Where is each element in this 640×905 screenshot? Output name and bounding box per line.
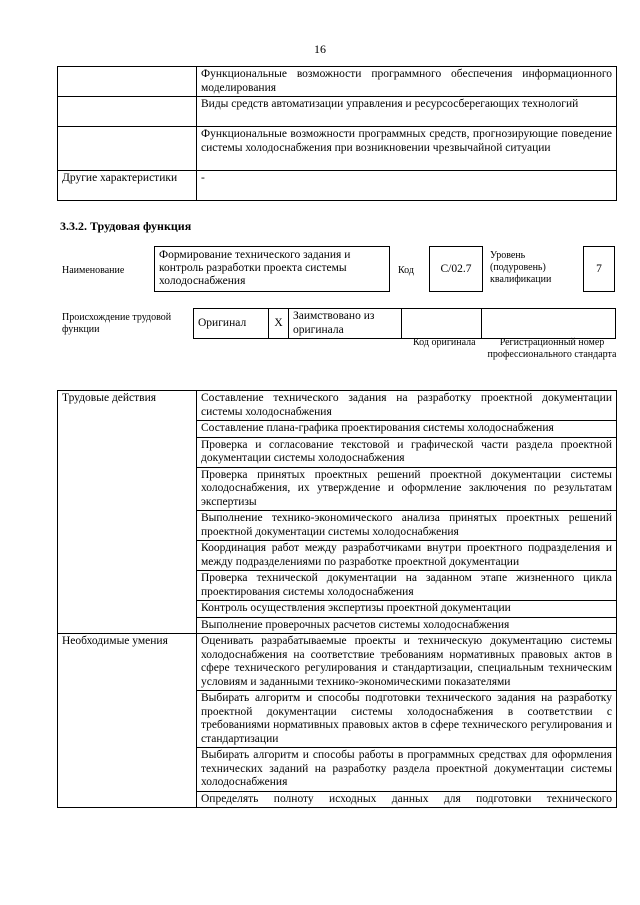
table-cell: Составление плана-графика проектирования системы холодоснабжения xyxy=(197,421,617,438)
table-cell: Определять полноту исходных данных для подготовки технического xyxy=(197,791,617,808)
table-row xyxy=(58,634,617,691)
main-table xyxy=(57,390,617,808)
function-name-box: Формирование технического задания и контроль разработки проекта системы холодоснабжения xyxy=(154,246,390,292)
code-label: Код xyxy=(398,265,414,276)
section-title: 3.3.2. Трудовая функция xyxy=(60,219,192,233)
table-row xyxy=(58,391,617,421)
name-label: Наименование xyxy=(62,265,125,276)
table-cell: Выполнение технико-экономического анализа принятых проектных решений проектной документации системы холодоснабжения xyxy=(197,511,617,541)
origin-label: Происхождение трудовой функции xyxy=(62,312,172,335)
top-table xyxy=(57,66,617,201)
table-cell: Выбирать алгоритм и способы подготовки технического задания на разработку проектной документации системы холодоснабжения в соответствии с требованиями нормативных правовых актов в сфере технического регулирования и стандартизации xyxy=(197,691,617,748)
table-cell: Проверка и согласование текстовой и графической части раздела проектной документации системы холодоснабжения xyxy=(197,437,617,467)
table-cell: Координация работ между разработчиками внутри проектного подразделения и между подразделениями по разработке проектной документации xyxy=(197,541,617,571)
required-skills-label: Необходимые умения xyxy=(58,634,197,808)
borrowed-label: Заимствовано из оригинала xyxy=(289,309,402,339)
table-cell: Проверка принятых проектных решений проектной документации системы холодоснабжения, их утверждение и оформление заключения по результатам экспертизы xyxy=(197,467,617,511)
table-cell: Выполнение проверочных расчетов системы холодоснабжения xyxy=(197,617,617,634)
table-cell: Оценивать разрабатываемые проекты и техническую документацию системы холодоснабжения на соответствие требованиям нормативных правовых актов в сфере технического регулирования и стандартизации, специальным техническим условиям и заданными технико-экономическими показателями xyxy=(197,634,617,691)
reg-number-label: Регистрационный номер профессионального стандарта xyxy=(487,337,617,360)
code-box: С/02.7 xyxy=(429,246,483,292)
table-cell: Контроль осуществления экспертизы проектной документации xyxy=(197,601,617,618)
level-label: Уровень (подуровень) квалификации xyxy=(490,250,552,285)
table-cell: Составление технического задания на разработку проектной документации системы холодоснабжения xyxy=(197,391,617,421)
code-original-label: Код оригинала xyxy=(413,337,476,348)
table-cell: Функциональные возможности программного обеспечения информационного моделирования xyxy=(197,67,617,97)
reg-number-cell xyxy=(482,309,616,339)
labor-actions-label: Трудовые действия xyxy=(58,391,197,634)
level-box: 7 xyxy=(583,246,615,292)
code-original-cell xyxy=(402,309,482,339)
original-mark: Х xyxy=(269,309,289,339)
table-row xyxy=(58,67,617,97)
table-cell: Виды средств автоматизации управления и ресурсосберегающих технологий xyxy=(197,97,617,127)
table-cell: Функциональные возможности программных средств, прогнозирующие поведение системы холодоснабжения при возникновении чрезвычайной ситуации xyxy=(197,127,617,171)
table-cell: Выбирать алгоритм и способы работы в программных средствах для оформления технических заданий на разработку раздела проектной документации системы холодоснабжения xyxy=(197,748,617,792)
original-label: Оригинал xyxy=(194,309,269,339)
table-cell: Проверка технической документации на заданном этапе жизненного цикла проектирования системы холодоснабжения xyxy=(197,571,617,601)
origin-table xyxy=(193,308,616,339)
other-characteristics-value: - xyxy=(197,171,617,201)
table-row xyxy=(58,97,617,127)
other-characteristics-label: Другие характеристики xyxy=(58,171,197,201)
page-number: 16 xyxy=(314,42,326,56)
table-row xyxy=(58,171,617,201)
table-row xyxy=(58,127,617,171)
table-row xyxy=(194,309,616,339)
